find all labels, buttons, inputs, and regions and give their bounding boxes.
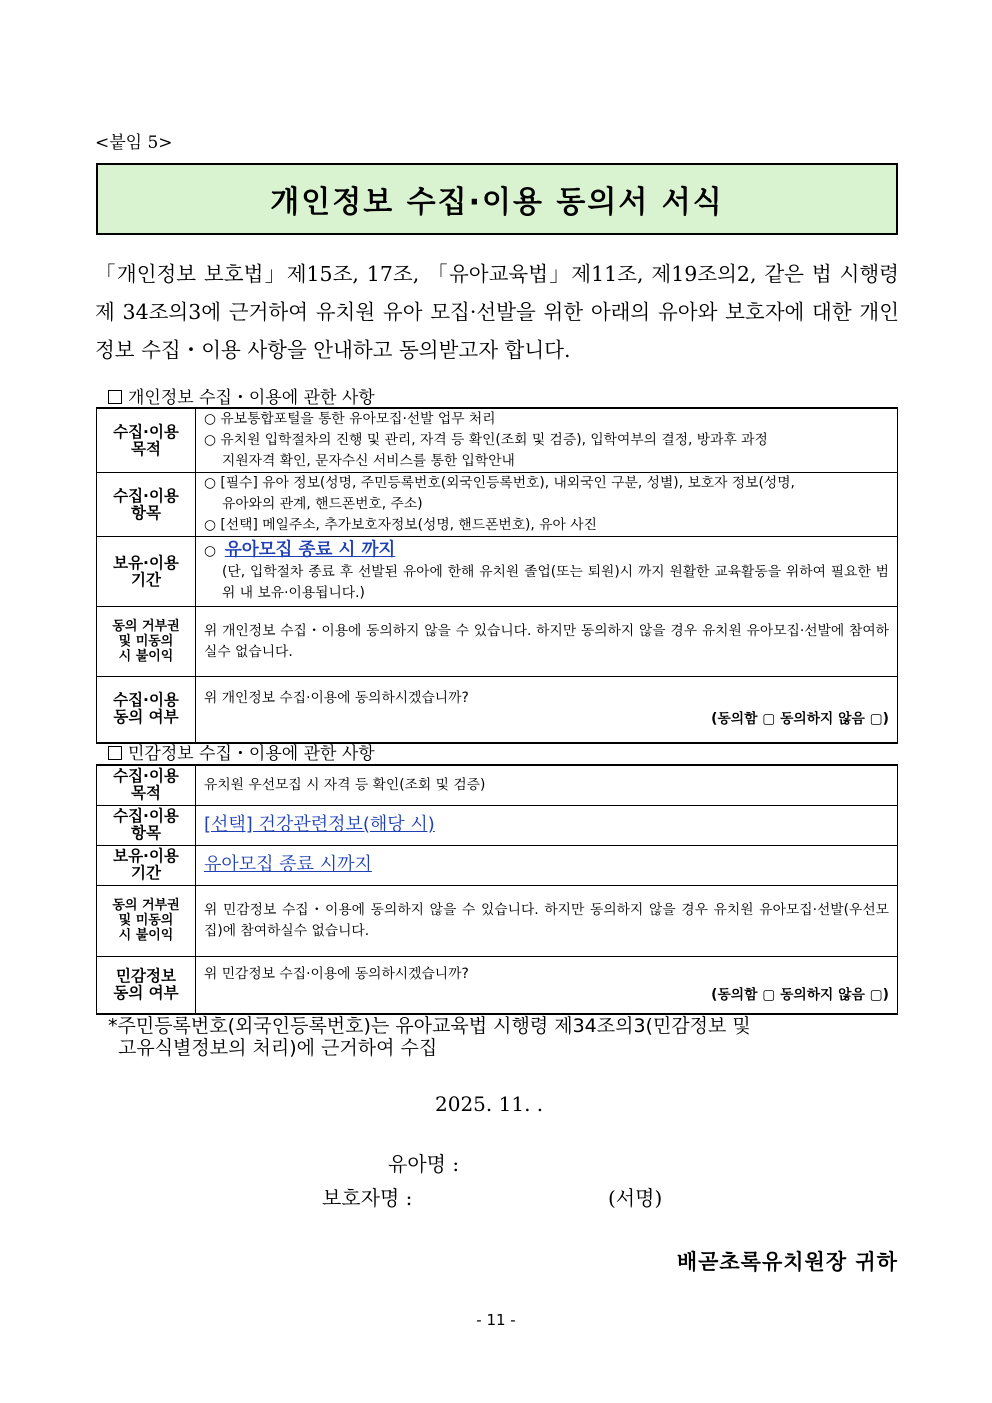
footnote: *주민등록번호(외국인등록번호)는 유아교육법 시행령 제34조의3(민감정보 및 고유식별정보의 처리)에 근거하여 수집 [108,1015,751,1059]
period-label: 보유·이용 기간 [97,537,196,607]
child-name-field: 유아명 : [388,1152,460,1176]
recipient: 배곧초록유치원장 귀하 [676,1249,898,1274]
consent-content: 위 개인정보 수집·이용에 동의하시겠습니까? (동의함 ▢ 동의하지 않음 ▢) [196,677,898,743]
consent-label: 민감정보 동의 여부 [97,956,196,1014]
period-label: 보유·이용 기간 [97,845,196,885]
section1-heading: 개인정보 수집・이용에 관한 사항 [108,388,375,408]
items-label: 수집·이용 항목 [97,473,196,537]
signature-label: (서명) [608,1186,663,1210]
items-label: 수집·이용 항목 [97,805,196,845]
table-row [97,805,898,845]
purpose-content: ○ 유보통합포털을 통한 유아모집·선발 업무 처리 ○ 유치원 입학절차의 진행 및 관리, 자격 등 확인(조회 및 검증), 입학여부의 결정, 방과후 과정 지원자격 확인, 문자수신 서비스를 통한 입학안내 [196,408,898,473]
table-row [97,885,898,956]
title-box [96,163,898,235]
table-row [97,537,898,607]
period-content: ○ 유아모집 종료 시 까지 (단, 입학절차 종료 후 선발된 유아에 한해 유치원 졸업(또는 퇴원)시 까지 원활한 교육활동을 위하여 필요한 범위 내 보유·이용됩니다.) [196,537,898,607]
section2-heading: 민감정보 수집・이용에 관한 사항 [108,744,375,764]
personal-info-table [96,407,898,744]
purpose-label: 수집·이용 목적 [97,408,196,473]
refusal-content: 위 개인정보 수집・이용에 동의하지 않을 수 있습니다. 하지만 동의하지 않을 경우 유치원 유아모집·선발에 참여하실수 없습니다. [196,607,898,677]
page-number: - 11 - [476,1311,516,1329]
refusal-label: 동의 거부권 및 미동의 시 불이익 [97,607,196,677]
consent-options[interactable]: (동의함 ▢ 동의하지 않음 ▢) [711,711,889,728]
table-row [97,765,898,805]
purpose-label: 수집·이용 목적 [97,765,196,805]
intro-paragraph: 「개인정보 보호법」제15조, 17조, 「유아교육법」제11조, 제19조의2, 같은 법 시행령 제 34조의3에 근거하여 유치원 유아 모집·선발을 위한 아래의 유아와 보호자에 대한 개인정보 수집・이용 사항을 안내하고 동의받고자 합니다. [95,262,899,362]
items-content: ○ [필수] 유아 정보(성명, 주민등록번호(외국인등록번호), 내외국인 구분, 성별), 보호자 정보(성명, 유아와의 관계, 핸드폰번호, 주소) ○ [선택] 메일주소, 추가보호자정보(성명, 핸드폰번호), 유아 사진 [196,473,898,537]
date: 2025. 11. . [435,1092,544,1116]
page-title: 개인정보 수집·이용 동의서 서식 [270,185,724,220]
table-row [97,677,898,743]
table-row [97,607,898,677]
consent-options[interactable]: (동의함 ▢ 동의하지 않음 ▢) [711,986,889,1003]
purpose-content: 유치원 우선모집 시 자격 등 확인(조회 및 검증) [196,765,898,805]
sensitive-info-table [96,764,898,1015]
checkbox-square-icon [108,746,122,760]
guardian-name-field: 보호자명 : [322,1186,413,1210]
table-row [97,408,898,473]
checkbox-square-icon [108,390,122,404]
period-content: 유아모집 종료 시까지 [196,845,898,885]
items-content: [선택] 건강관련정보(해당 시) [196,805,898,845]
consent-label: 수집·이용 동의 여부 [97,677,196,743]
attachment-label: <붙임 5> [95,133,173,153]
period-highlight: 유아모집 종료 시 까지 [224,539,396,560]
table-row [97,845,898,885]
table-row [97,473,898,537]
refusal-content: 위 민감정보 수집・이용에 동의하지 않을 수 있습니다. 하지만 동의하지 않을 경우 유치원 유아모집·선발(우선모집)에 참여하실수 없습니다. [196,885,898,956]
consent-content: 위 민감정보 수집·이용에 동의하시겠습니까? (동의함 ▢ 동의하지 않음 ▢) [196,956,898,1014]
refusal-label: 동의 거부권 및 미동의 시 불이익 [97,885,196,956]
table-row [97,956,898,1014]
